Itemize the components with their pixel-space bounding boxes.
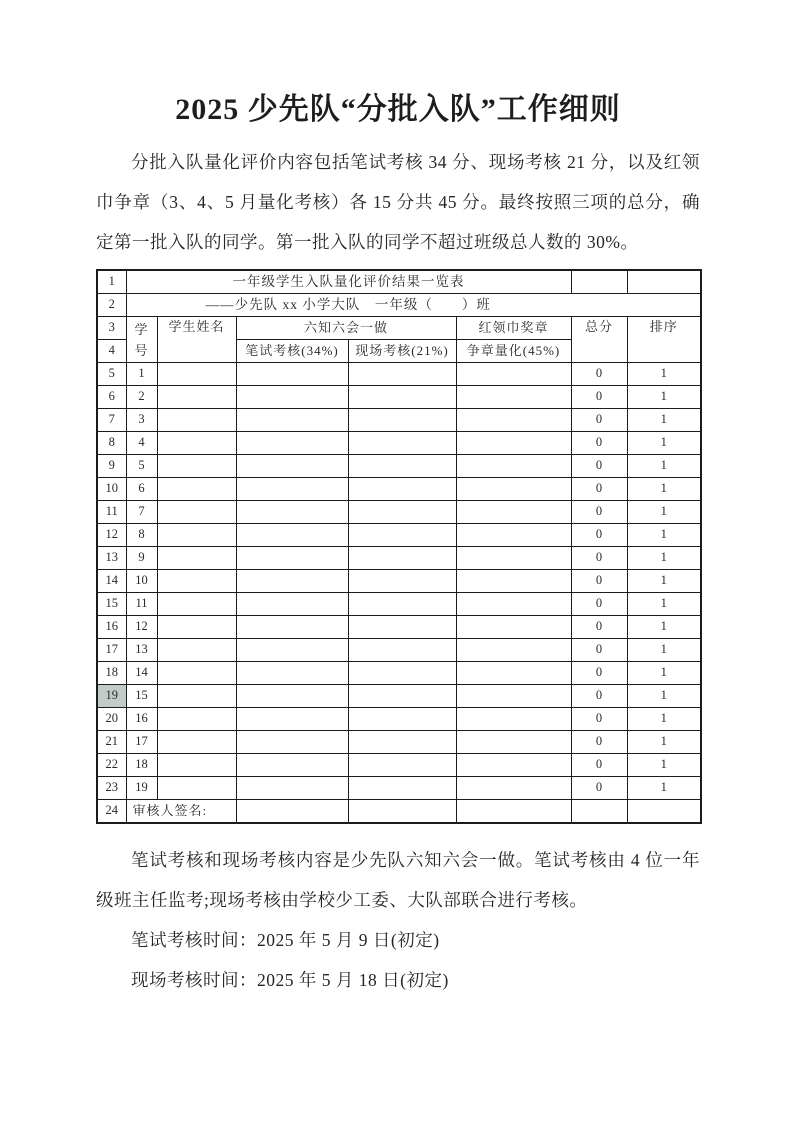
total-score-cell: 0: [571, 524, 627, 547]
rank-cell: 1: [627, 501, 701, 524]
written-score-cell: [236, 547, 348, 570]
student-no-cell: 11: [126, 593, 157, 616]
table-data-row: [97, 685, 701, 708]
total-score-cell: 0: [571, 432, 627, 455]
medal-score-cell: [456, 639, 571, 662]
rank-cell: 1: [627, 685, 701, 708]
header-onsite-exam: 现场考核(21%): [348, 340, 456, 363]
row-number: 3: [97, 317, 126, 340]
medal-score-cell: [456, 662, 571, 685]
rank-cell: 1: [627, 777, 701, 800]
row-number: 1: [97, 270, 126, 294]
total-score-cell: 0: [571, 685, 627, 708]
written-score-cell: [236, 478, 348, 501]
table-data-row: [97, 386, 701, 409]
student-name-cell: [157, 386, 236, 409]
student-no-cell: 4: [126, 432, 157, 455]
rank-cell: 1: [627, 363, 701, 386]
medal-score-cell: [456, 547, 571, 570]
onsite-score-cell: [348, 386, 456, 409]
row-number: 8: [97, 432, 126, 455]
written-score-cell: [236, 570, 348, 593]
written-score-cell: [236, 409, 348, 432]
total-score-cell: 0: [571, 455, 627, 478]
written-exam-date-line: 笔试考核时间：2025 年 5 月 9 日(初定): [131, 930, 440, 950]
table-data-row: [97, 593, 701, 616]
intro-paragraph: 分批入队量化评价内容包括笔试考核 34 分、现场考核 21 分，以及红领巾争章（3、4、5 月量化考核）各 15 分共 45 分。最终按照三项的总分，确定第一批入队的同学。第一批入队的同学不超过班级总人数的 30%。: [96, 152, 700, 252]
row-number: 5: [97, 363, 126, 386]
table-data-row: [97, 455, 701, 478]
table-data-row: [97, 777, 701, 800]
table-data-row: [97, 616, 701, 639]
empty-cell: [627, 270, 701, 294]
header-rank: 排序: [627, 317, 701, 363]
medal-score-cell: [456, 386, 571, 409]
student-no-cell: 8: [126, 524, 157, 547]
medal-score-cell: [456, 524, 571, 547]
student-no-cell: 7: [126, 501, 157, 524]
rank-cell: 1: [627, 409, 701, 432]
written-score-cell: [236, 777, 348, 800]
table-title-cell: 一年级学生入队量化评价结果一览表: [126, 270, 571, 294]
header-student-no-line1: 学: [134, 321, 149, 337]
table-data-row: [97, 363, 701, 386]
rank-cell: 1: [627, 386, 701, 409]
row-number: 11: [97, 501, 126, 524]
student-name-cell: [157, 547, 236, 570]
table-data-row: [97, 731, 701, 754]
table-data-row: [97, 547, 701, 570]
header-red-scarf-medal: 红领巾奖章: [456, 317, 571, 340]
header-student-name: 学生姓名: [157, 317, 236, 363]
rank-cell: 1: [627, 639, 701, 662]
onsite-exam-date-line: 现场考核时间：2025 年 5 月 18 日(初定): [131, 970, 449, 990]
student-name-cell: [157, 639, 236, 662]
onsite-score-cell: [348, 777, 456, 800]
onsite-score-cell: [348, 731, 456, 754]
student-name-cell: [157, 409, 236, 432]
student-name-cell: [157, 501, 236, 524]
student-name-cell: [157, 754, 236, 777]
written-score-cell: [236, 524, 348, 547]
rank-cell: 1: [627, 616, 701, 639]
row-number: 23: [97, 777, 126, 800]
written-score-cell: [236, 616, 348, 639]
onsite-score-cell: [348, 662, 456, 685]
student-no-cell: 14: [126, 662, 157, 685]
table-subtitle-cell: ——少先队 xx 小学大队 一年级（ ）班: [126, 294, 701, 317]
table-data-row: [97, 662, 701, 685]
empty-cell: [456, 800, 571, 824]
rank-cell: 1: [627, 547, 701, 570]
row-number: 2: [97, 294, 126, 317]
row-number: 18: [97, 662, 126, 685]
student-name-cell: [157, 616, 236, 639]
row-number: 12: [97, 524, 126, 547]
student-name-cell: [157, 455, 236, 478]
header-written-exam: 笔试考核(34%): [236, 340, 348, 363]
student-no-cell: 9: [126, 547, 157, 570]
student-no-cell: 19: [126, 777, 157, 800]
table-subtitle-row: [97, 294, 701, 317]
medal-score-cell: [456, 754, 571, 777]
total-score-cell: 0: [571, 708, 627, 731]
row-number: 13: [97, 547, 126, 570]
student-no-cell: 1: [126, 363, 157, 386]
header-student-no-line2: 号: [134, 342, 149, 358]
table-data-row: [97, 570, 701, 593]
written-score-cell: [236, 455, 348, 478]
student-name-cell: [157, 593, 236, 616]
row-number: 19: [97, 685, 126, 708]
table-data-row: [97, 501, 701, 524]
rank-cell: 1: [627, 524, 701, 547]
rank-cell: 1: [627, 432, 701, 455]
written-score-cell: [236, 386, 348, 409]
total-score-cell: 0: [571, 639, 627, 662]
student-no-cell: 2: [126, 386, 157, 409]
row-number: 24: [97, 800, 126, 824]
empty-cell: [348, 800, 456, 824]
onsite-score-cell: [348, 478, 456, 501]
rank-cell: 1: [627, 708, 701, 731]
evaluation-table: [96, 269, 702, 824]
student-name-cell: [157, 708, 236, 731]
written-score-cell: [236, 639, 348, 662]
total-score-cell: 0: [571, 363, 627, 386]
row-number: 7: [97, 409, 126, 432]
student-no-cell: 16: [126, 708, 157, 731]
document-title: 2025 少先队“分批入队”工作细则: [175, 93, 621, 126]
row-number: 16: [97, 616, 126, 639]
written-score-cell: [236, 662, 348, 685]
header-student-no: [126, 317, 157, 363]
onsite-score-cell: [348, 409, 456, 432]
table-data-row: [97, 409, 701, 432]
row-number: 14: [97, 570, 126, 593]
onsite-score-cell: [348, 501, 456, 524]
onsite-score-cell: [348, 547, 456, 570]
document-content: [96, 0, 700, 1000]
medal-score-cell: [456, 501, 571, 524]
onsite-score-cell: [348, 616, 456, 639]
student-no-cell: 18: [126, 754, 157, 777]
table-header-row-1: [97, 317, 701, 340]
table-data-row: [97, 754, 701, 777]
student-name-cell: [157, 570, 236, 593]
medal-score-cell: [456, 777, 571, 800]
onsite-score-cell: [348, 455, 456, 478]
medal-score-cell: [456, 432, 571, 455]
written-score-cell: [236, 754, 348, 777]
student-name-cell: [157, 524, 236, 547]
header-total-score: 总分: [571, 317, 627, 363]
onsite-score-cell: [348, 593, 456, 616]
written-score-cell: [236, 501, 348, 524]
table-data-row: [97, 478, 701, 501]
medal-score-cell: [456, 616, 571, 639]
student-name-cell: [157, 731, 236, 754]
total-score-cell: 0: [571, 570, 627, 593]
student-no-cell: 6: [126, 478, 157, 501]
student-no-cell: 3: [126, 409, 157, 432]
total-score-cell: 0: [571, 547, 627, 570]
medal-score-cell: [456, 363, 571, 386]
row-number: 20: [97, 708, 126, 731]
student-no-cell: 12: [126, 616, 157, 639]
onsite-score-cell: [348, 708, 456, 731]
student-name-cell: [157, 363, 236, 386]
table-data-row: [97, 524, 701, 547]
onsite-score-cell: [348, 570, 456, 593]
written-score-cell: [236, 363, 348, 386]
medal-score-cell: [456, 478, 571, 501]
student-name-cell: [157, 662, 236, 685]
medal-score-cell: [456, 731, 571, 754]
rank-cell: 1: [627, 593, 701, 616]
written-score-cell: [236, 593, 348, 616]
onsite-score-cell: [348, 754, 456, 777]
row-number: 6: [97, 386, 126, 409]
row-number: 17: [97, 639, 126, 662]
signature-label-cell: 审核人签名:: [126, 800, 236, 824]
table-data-row: [97, 432, 701, 455]
row-number: 4: [97, 340, 126, 363]
total-score-cell: 0: [571, 409, 627, 432]
header-medal-quantification: 争章量化(45%): [456, 340, 571, 363]
row-number: 15: [97, 593, 126, 616]
medal-score-cell: [456, 455, 571, 478]
onsite-score-cell: [348, 639, 456, 662]
medal-score-cell: [456, 685, 571, 708]
student-name-cell: [157, 478, 236, 501]
rank-cell: 1: [627, 731, 701, 754]
onsite-score-cell: [348, 524, 456, 547]
student-no-cell: 5: [126, 455, 157, 478]
medal-score-cell: [456, 708, 571, 731]
total-score-cell: 0: [571, 501, 627, 524]
empty-cell: [236, 800, 348, 824]
row-number: 21: [97, 731, 126, 754]
rank-cell: 1: [627, 570, 701, 593]
empty-cell: [571, 800, 627, 824]
student-no-cell: 13: [126, 639, 157, 662]
total-score-cell: 0: [571, 777, 627, 800]
rank-cell: 1: [627, 754, 701, 777]
student-name-cell: [157, 777, 236, 800]
row-number: 10: [97, 478, 126, 501]
student-no-cell: 15: [126, 685, 157, 708]
medal-score-cell: [456, 409, 571, 432]
medal-score-cell: [456, 593, 571, 616]
exam-note-paragraph: 笔试考核和现场考核内容是少先队六知六会一做。笔试考核由 4 位一年级班主任监考;现场考核由学校少工委、大队部联合进行考核。: [96, 850, 700, 910]
total-score-cell: 0: [571, 731, 627, 754]
row-number: 22: [97, 754, 126, 777]
student-no-cell: 10: [126, 570, 157, 593]
total-score-cell: 0: [571, 662, 627, 685]
student-no-cell: 17: [126, 731, 157, 754]
onsite-score-cell: [348, 432, 456, 455]
row-number: 9: [97, 455, 126, 478]
onsite-score-cell: [348, 363, 456, 386]
rank-cell: 1: [627, 455, 701, 478]
total-score-cell: 0: [571, 754, 627, 777]
student-name-cell: [157, 685, 236, 708]
written-score-cell: [236, 708, 348, 731]
medal-score-cell: [456, 570, 571, 593]
table-data-row: [97, 708, 701, 731]
written-score-cell: [236, 685, 348, 708]
total-score-cell: 0: [571, 478, 627, 501]
total-score-cell: 0: [571, 593, 627, 616]
table-title-row: [97, 270, 701, 294]
rank-cell: 1: [627, 478, 701, 501]
written-score-cell: [236, 432, 348, 455]
table-data-row: [97, 639, 701, 662]
rank-cell: 1: [627, 662, 701, 685]
total-score-cell: 0: [571, 386, 627, 409]
table-footer-row: [97, 800, 701, 824]
onsite-score-cell: [348, 685, 456, 708]
header-six-know-six-can: 六知六会一做: [236, 317, 456, 340]
total-score-cell: 0: [571, 616, 627, 639]
empty-cell: [571, 270, 627, 294]
written-score-cell: [236, 731, 348, 754]
student-name-cell: [157, 432, 236, 455]
empty-cell: [627, 800, 701, 824]
